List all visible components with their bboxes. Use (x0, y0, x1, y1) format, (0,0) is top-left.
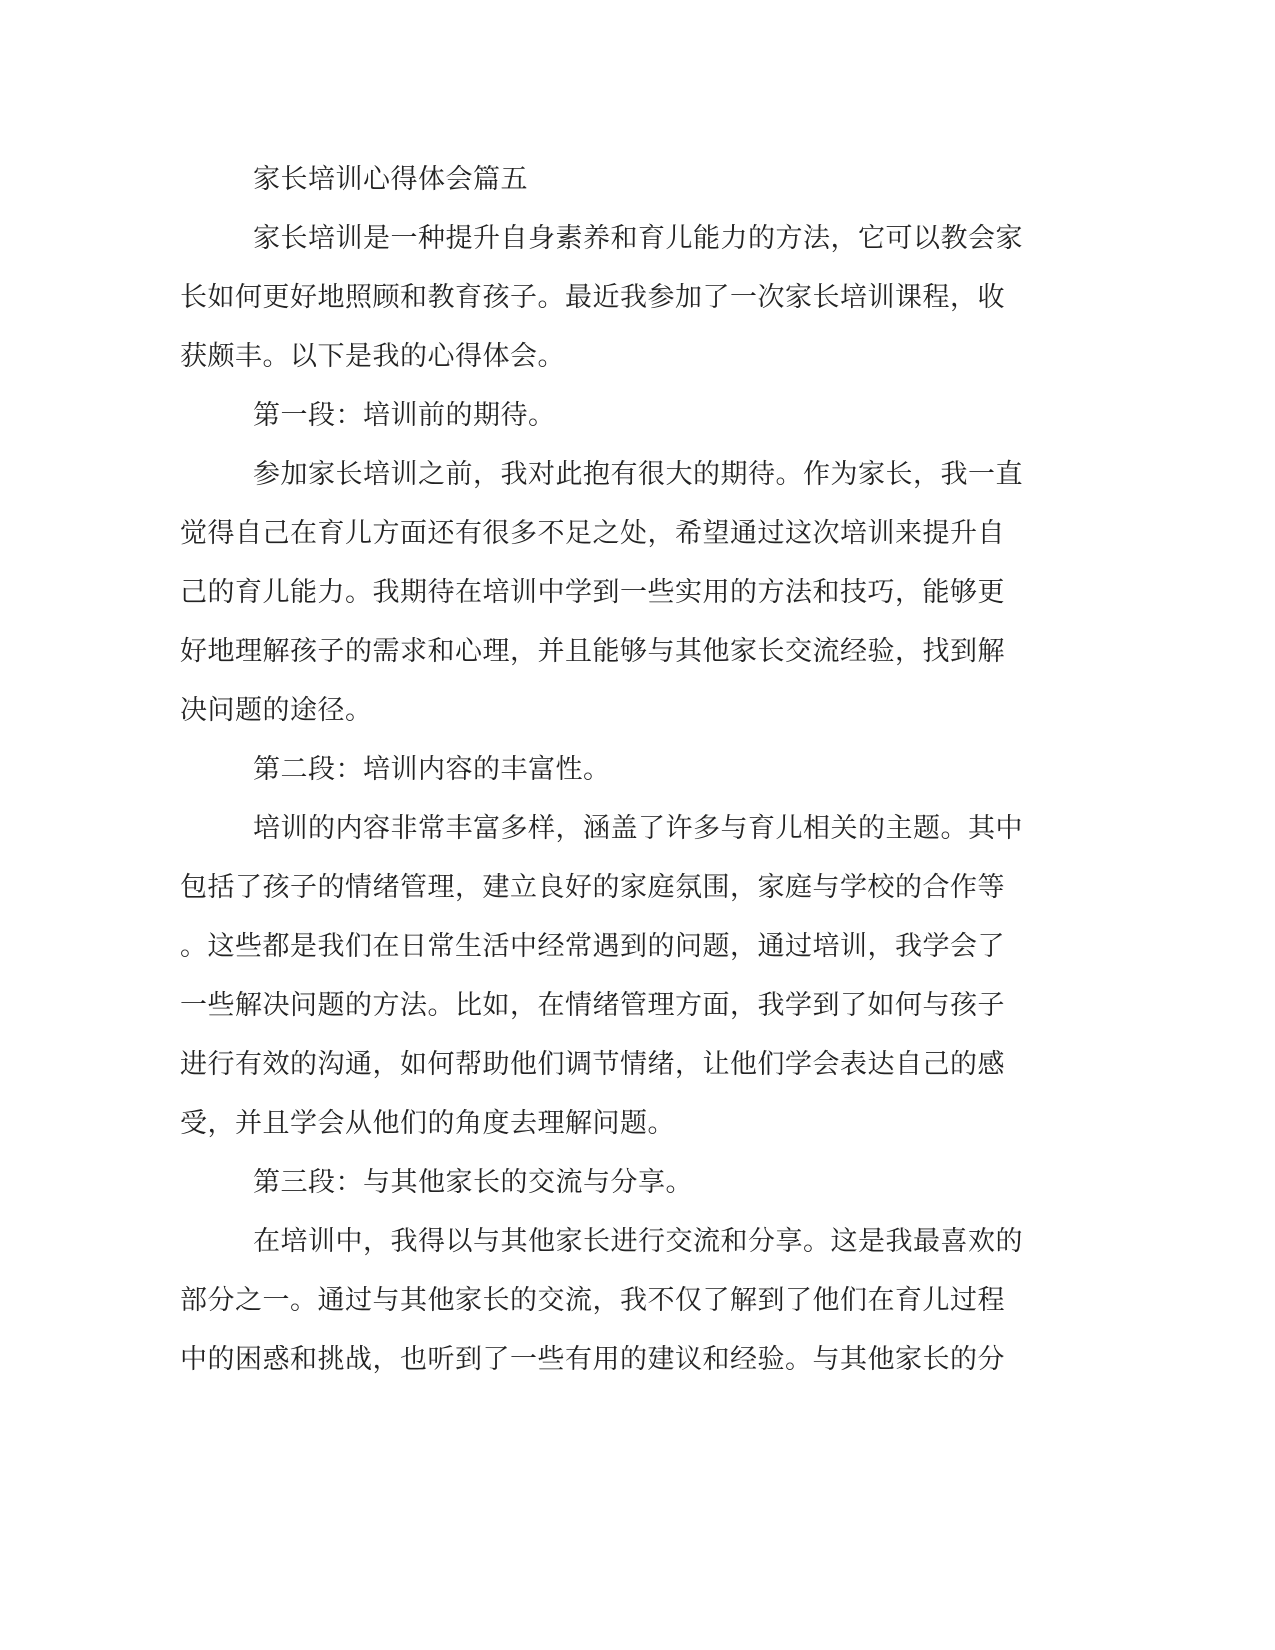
paragraph-3-line-4: 一些解决问题的方法。比如，在情绪管理方面，我学到了如何与孩子 (180, 990, 1005, 1021)
paragraph-4-line-3: 中的困惑和挑战，也听到了一些有用的建议和经验。与其他家长的分 (180, 1344, 1005, 1375)
paragraph-4-line-2: 部分之一。通过与其他家长的交流，我不仅了解到了他们在育儿过程 (180, 1285, 1005, 1316)
paragraph-2-line-5: 决问题的途径。 (180, 695, 373, 726)
paragraph-2-line-3: 己的育儿能力。我期待在培训中学到一些实用的方法和技巧，能够更 (180, 577, 1005, 608)
document-title: 家长培训心得体会篇五 (253, 164, 528, 195)
paragraph-3-line-6: 受，并且学会从他们的角度去理解问题。 (180, 1108, 675, 1139)
paragraph-2-line-4: 好地理解孩子的需求和心理，并且能够与其他家长交流经验，找到解 (180, 636, 1005, 667)
paragraph-3-line-5: 进行有效的沟通，如何帮助他们调节情绪，让他们学会表达自己的感 (180, 1049, 1005, 1080)
paragraph-2-line-1: 参加家长培训之前，我对此抱有很大的期待。作为家长，我一直 (253, 459, 1023, 490)
paragraph-3-line-1: 培训的内容非常丰富多样，涵盖了许多与育儿相关的主题。其中 (253, 813, 1023, 844)
paragraph-3-line-2: 包括了孩子的情绪管理，建立良好的家庭氛围，家庭与学校的合作等 (180, 872, 1005, 903)
paragraph-1-line-2: 长如何更好地照顾和教育孩子。最近我参加了一次家长培训课程，收 (180, 282, 1005, 313)
section-2-heading: 第二段：培训内容的丰富性。 (253, 754, 611, 785)
paragraph-2-line-2: 觉得自己在育儿方面还有很多不足之处，希望通过这次培训来提升自 (180, 518, 1005, 549)
section-3-heading: 第三段：与其他家长的交流与分享。 (253, 1167, 693, 1198)
paragraph-4-line-1: 在培训中，我得以与其他家长进行交流和分享。这是我最喜欢的 (253, 1226, 1023, 1257)
section-1-heading: 第一段：培训前的期待。 (253, 400, 556, 431)
paragraph-3-line-3: 。这些都是我们在日常生活中经常遇到的问题，通过培训，我学会了 (180, 931, 1005, 962)
paragraph-1-line-3: 获颇丰。以下是我的心得体会。 (180, 341, 565, 372)
paragraph-1-line-1: 家长培训是一种提升自身素养和育儿能力的方法，它可以教会家 (253, 223, 1023, 254)
